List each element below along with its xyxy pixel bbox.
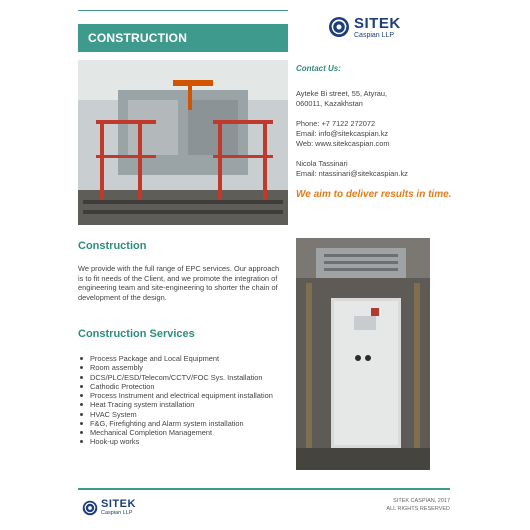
- logo-title: SITEK: [354, 14, 401, 32]
- address-line-2: 060011, Kazakhstan: [296, 98, 363, 108]
- list-item: HVAC System: [78, 410, 290, 419]
- construction-site-photo: [78, 60, 288, 225]
- list-item: Heat Tracing system installation: [78, 400, 290, 409]
- email-link[interactable]: Email: info@sitekcaspian.kz: [296, 128, 389, 138]
- footer-copyright: [386, 498, 450, 513]
- services-list: [78, 354, 290, 447]
- list-item: Process Instrument and electrical equipment installation: [78, 391, 290, 400]
- footer-company: SITEK CASPIAN, 2017: [393, 498, 450, 504]
- address-block: [296, 89, 468, 109]
- footer-rights: ALL RIGHTS RESERVED: [386, 505, 450, 512]
- list-item: Cathodic Protection: [78, 382, 290, 391]
- phone-text: Phone: +7 7122 272072: [296, 118, 376, 128]
- header-banner: [78, 10, 288, 52]
- footer-rule: [78, 488, 450, 490]
- footer-logo-subtitle: Caspian LLP: [101, 510, 133, 517]
- services-heading: Construction Services: [78, 328, 195, 340]
- address-line-1: Ayteke Bi street, 55, Atyrau,: [296, 88, 388, 98]
- contact-section: [296, 64, 468, 201]
- contact-details: [296, 119, 468, 149]
- electrical-panel-photo: [296, 238, 430, 470]
- list-item: DCS/PLC/ESD/Telecom/CCTV/FOC Sys. Installation: [78, 373, 290, 382]
- list-item: Hook-up works: [78, 437, 290, 446]
- list-item: Process Package and Local Equipment: [78, 354, 290, 363]
- footer-logo-title: SITEK: [101, 498, 136, 511]
- list-item: Mechanical Completion Management: [78, 428, 290, 437]
- person-email-link[interactable]: Email: ntassinari@sitekcaspian.kz: [296, 168, 408, 178]
- web-link[interactable]: Web: www.sitekcaspian.com: [296, 138, 390, 148]
- footer-logo: [82, 496, 142, 520]
- person-block: [296, 159, 468, 179]
- sitek-globe-icon: [328, 16, 350, 38]
- list-item: Room assembly: [78, 363, 290, 372]
- brochure-page: [60, 0, 470, 530]
- person-name: Nicola Tassinari: [296, 158, 348, 168]
- construction-body: We provide with the full range of EPC services. Our approach is to fit needs of the Client, and we promote the integration of engineering team and site-engineering to shorter the chain of development of the design.: [78, 264, 280, 302]
- company-logo: [328, 10, 418, 44]
- logo-subtitle: Caspian LLP: [354, 31, 395, 39]
- construction-heading: Construction: [78, 240, 147, 252]
- banner-top-rule: [78, 10, 288, 11]
- list-item: F&G, Firefighting and Alarm system installation: [78, 419, 290, 428]
- sitek-globe-icon: [82, 500, 98, 516]
- tagline: We aim to deliver results in time.: [296, 188, 452, 200]
- contact-heading: Contact Us:: [296, 64, 341, 73]
- page-title: CONSTRUCTION: [78, 24, 288, 52]
